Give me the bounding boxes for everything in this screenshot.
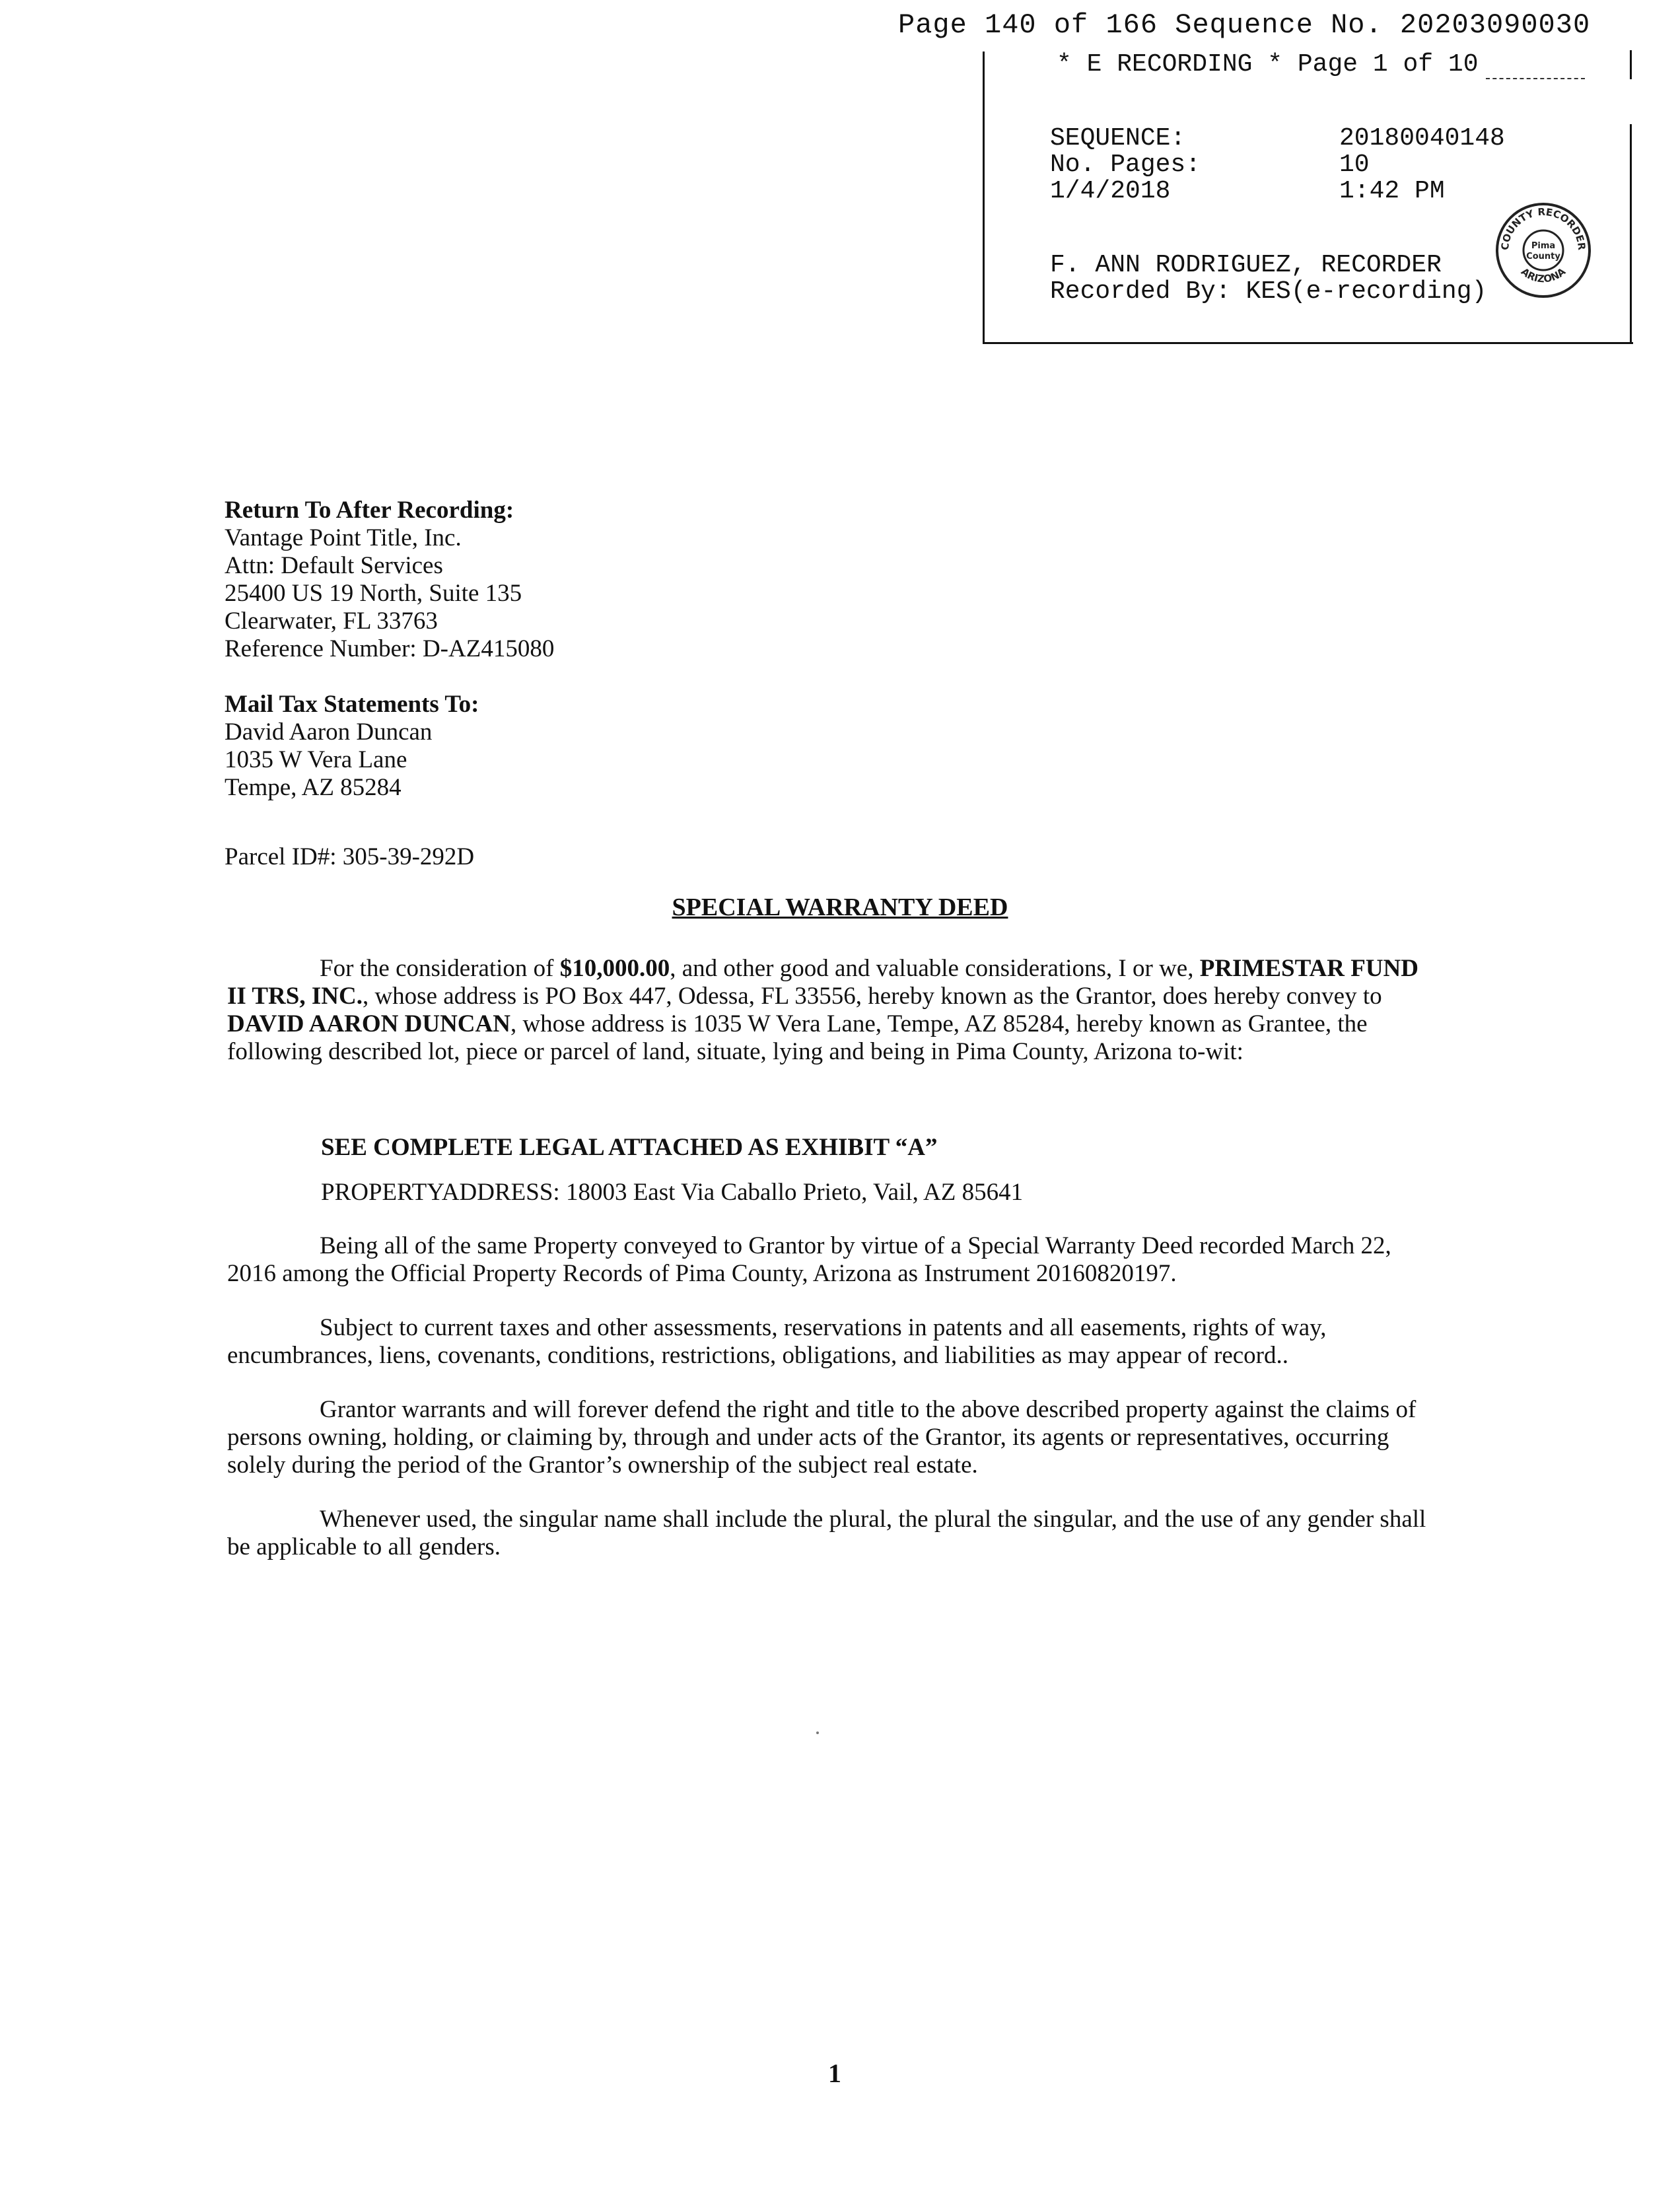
return-to-line: Reference Number: D-AZ415080 — [225, 635, 555, 662]
page-number: 1 — [828, 2058, 841, 2088]
subject-to-text: Subject to current taxes and other assessments, reservations in patents and all easements, rights of way, encumbrances, liens, covenants, conditions, restrictions, obligations, and liabilities as may appear of record.. — [227, 1314, 1327, 1369]
exhibit-reference: SEE COMPLETE LEGAL ATTACHED AS EXHIBIT “A” — [321, 1134, 938, 1161]
grantor-name: PRIMESTAR FUND II TRS, INC. — [227, 955, 1419, 1010]
return-to-block — [225, 497, 554, 663]
stamp-pages-value: 10 — [1339, 151, 1370, 179]
mail-tax-line: 1035 W Vera Lane — [225, 746, 407, 773]
mail-tax-line: Tempe, AZ 85284 — [225, 774, 402, 801]
consideration-amount: $10,000.00 — [559, 955, 670, 982]
prior-deed-text: Being all of the same Property conveyed to Grantor by virtue of a Special Warranty Deed recorded March 22, 2016 among the Official Property Records of Pima County, Arizona as Instrument 20160820197. — [227, 1232, 1391, 1287]
seal-center-line1: Pima — [1531, 241, 1556, 251]
stamp-border-right — [1630, 124, 1632, 343]
gender-clause-text: Whenever used, the singular name shall include the plural, the plural the singular, and the use of any gender shall be applicable to all genders. — [227, 1506, 1426, 1560]
seal-bottom-text: ARIZONA — [1518, 265, 1568, 285]
warranty-text: Grantor warrants and will forever defend the right and title to the above described property against the claims of persons owning, holding, or claiming by, through and under acts of the Grantor, its agents or representatives, occurring solely during the period of the Grantor’s ownership of the subject real estate. — [227, 1396, 1417, 1479]
stamp-pages-label: No. Pages: — [1050, 151, 1201, 179]
seal-top-text: COUNTY RECORDER — [1498, 205, 1588, 251]
stamp-title-underline — [1486, 78, 1585, 79]
stamp-sequence-label: SEQUENCE: — [1050, 124, 1186, 153]
warranty-paragraph — [227, 1396, 1436, 1479]
return-to-heading: Return To After Recording: — [225, 497, 514, 524]
seal-center-line2: County — [1526, 252, 1560, 262]
property-address: PROPERTYADDRESS: 18003 East Via Caballo Prieto, Vail, AZ 85641 — [321, 1179, 1024, 1206]
return-to-line: Vantage Point Title, Inc. — [225, 524, 462, 551]
return-to-line: Clearwater, FL 33763 — [225, 608, 438, 635]
mail-tax-heading: Mail Tax Statements To: — [225, 691, 479, 718]
stamp-time: 1:42 PM — [1339, 177, 1445, 205]
mail-tax-line: David Aaron Duncan — [225, 718, 433, 746]
stamp-sequence-value: 20180040148 — [1339, 124, 1505, 153]
parcel-id: Parcel ID#: 305-39-292D — [225, 843, 475, 870]
grantee-name: DAVID AARON DUNCAN — [227, 1010, 510, 1037]
deed-title — [0, 893, 1680, 922]
consideration-text: , whose address is PO Box 447, Odessa, FL 33556, hereby known as the Grantor, does hereby convey to — [362, 983, 1382, 1010]
county-recorder-seal-icon — [1494, 201, 1593, 300]
prior-deed-paragraph — [227, 1232, 1436, 1288]
stamp-title: * E RECORDING * Page 1 of 10 — [1057, 50, 1479, 79]
consideration-text: , whose address is 1035 W Vera Lane, Tempe, AZ 85284, hereby known as Grantee, the following described lot, piece or parcel of land, situate, lying and being in Pima County, Arizona to-wit: — [227, 1010, 1368, 1065]
page-sequence-header: Page 140 of 166 Sequence No. 20203090030 — [898, 9, 1591, 41]
stamp-recorder: F. ANN RODRIGUEZ, RECORDER — [1050, 251, 1442, 279]
stamp-date: 1/4/2018 — [1050, 177, 1171, 205]
return-to-line: Attn: Default Services — [225, 552, 443, 579]
consideration-text: , and other good and valuable considerations, I or we, — [670, 955, 1200, 982]
subject-to-paragraph — [227, 1314, 1436, 1370]
mail-tax-block — [225, 691, 479, 802]
consideration-paragraph — [227, 955, 1436, 1066]
gender-clause-paragraph — [227, 1506, 1436, 1561]
deed-title-text: SPECIAL WARRANTY DEED — [672, 893, 1008, 921]
stamp-recorded-by: Recorded By: KES(e-recording) — [1050, 277, 1487, 306]
return-to-line: 25400 US 19 North, Suite 135 — [225, 580, 522, 607]
scan-speck — [816, 1731, 819, 1734]
stamp-border-tick — [1630, 50, 1632, 79]
consideration-text: For the consideration of — [320, 955, 560, 982]
